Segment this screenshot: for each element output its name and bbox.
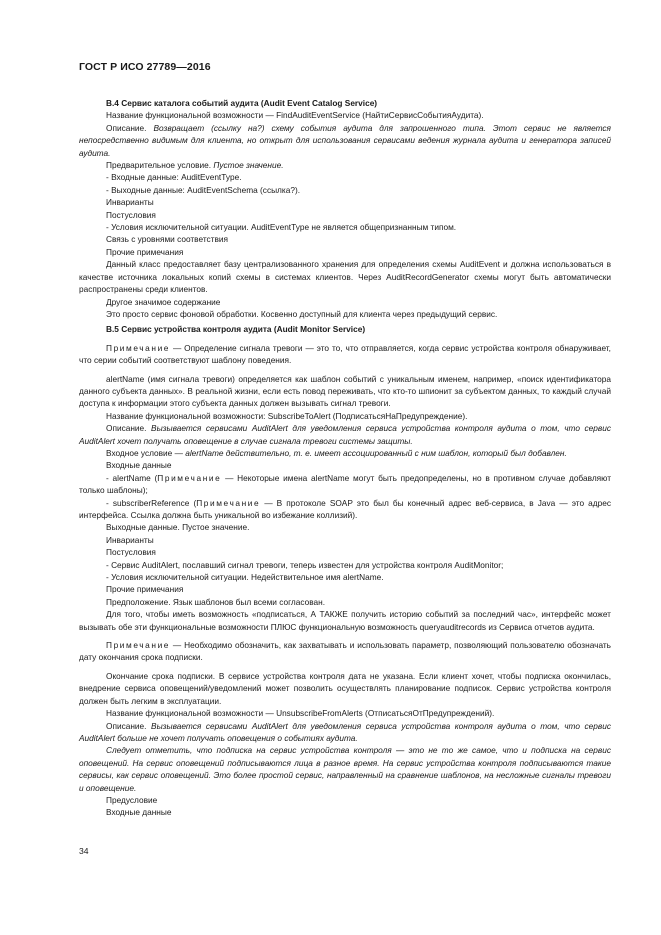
- b4-invariants: Инварианты: [106, 197, 154, 208]
- b5-description-unsubscribe: Описание. Вызывается сервисами AuditAlert для уведомления сервиса устройства контроля аудита о том, что сервис AuditAlert больше не хочет получать оповещения о событиях аудита.: [79, 720, 611, 743]
- b5-post-1: - Сервис AuditAlert, пославший сигнал тревоги, теперь известен для устройства контроля AuditMonitor;: [106, 559, 504, 570]
- b5-description-subscribe: Описание. Вызывается сервисами AuditAlert для уведомления сервиса устройства контроля аудита о том, что сервис AuditAlert хочет получать оповещение в случае сигнала тревоги системы защиты.: [79, 423, 611, 446]
- b5-subscription-expiry: Окончание срока подписки. В сервисе устройства контроля дата не указана. Если клиент хочет, чтобы подписка окончилась, внедрение сервиса оповещений/уведомлений может позволить осуществлять планирование подписок. Сервис устройства контроля должен быть легким в эксплуатации.: [79, 670, 611, 706]
- b4-input: - Входные данные: AuditEventType.: [106, 172, 242, 183]
- b5-precondition: Предусловие: [106, 794, 158, 805]
- b4-exception: - Условия исключительной ситуации. AuditEventType не является общепризнанным типом.: [106, 222, 457, 233]
- b5-post-2: - Условия исключительной ситуации. Недействительное имя alertName.: [106, 572, 384, 583]
- b5-other-notes: Прочие примечания: [106, 584, 184, 595]
- b5-query-paragraph: Для того, чтобы иметь возможность «подписаться, А ТАКЖЕ получить историю событий за последний час», интерфейс может вызывать обе эти функциональные возможности ПЛЮС функциональную возможность queryauditrecords из Сервиса отчетов аудита.: [79, 609, 611, 632]
- b4-other-content: Другое значимое содержание: [106, 296, 221, 307]
- b5-assumption: Предположение. Язык шаблонов был всеми согласован.: [106, 596, 326, 607]
- b5-function-name-subscribe: Название функциональной возможности: SubscribeToAlert (ПодписатьсяНаПредупреждение).: [106, 410, 468, 421]
- b5-function-name-unsubscribe: Название функциональной возможности — UnsubscribeFromAlerts (ОтписатьсяОтПредупреждений).: [106, 708, 495, 719]
- b5-alertname-definition: alertName (имя сигнала тревоги) определяется как шаблон событий с уникальным именем, например, «поиск идентификатора данного субъекта данных». В реальной жизни, если есть повод переживать, что кто-то шпионит за субъектом данных, то каждый случай доступа к информации этого субъекта данных должен вызывать сигнал тревоги.: [79, 373, 611, 409]
- section-b4-heading: B.4 Сервис каталога событий аудита (Audit Event Catalog Service): [106, 98, 378, 108]
- b5-input-alertname: - alertName (Примечание — Некоторые имена alertName могут быть предопределены, но в противном случае добавляют только шаблоны);: [79, 472, 611, 496]
- b5-invariants: Инварианты: [106, 534, 154, 545]
- page-content: [79, 97, 611, 819]
- b5-input-condition: Входное условие — alertName действительно, т. е. имеет ассоциированный с ним шаблон, который был добавлен.: [106, 447, 567, 458]
- b4-description: Описание. Возвращает (ссылку на?) схему события аудита для запрошенного типа. Этот сервис не является непосредственно видимым для клиента, но открыт для использования сервисами ведения журнала аудита и генератора записей аудита.: [79, 122, 611, 158]
- b5-note-1: Примечание — Определение сигнала тревоги — это то, что отправляется, когда сервис устройства контроля обнаруживает, что серии событий соответствуют шаблону поведения.: [79, 342, 611, 366]
- section-b5-heading: B.5 Сервис устройства контроля аудита (Audit Monitor Service): [106, 324, 366, 335]
- b4-postconditions: Постусловия: [106, 209, 156, 220]
- b5-subscription-remark: Следует отметить, что подписка на сервис устройства контроля — это не то же самое, что и подписка на сервис оповещений. На сервис оповещений подписываются лица в разное время. На сервис устройства контроля подписываются такие сервисы, как сервис оповещений. Это более простой сервис, направленный на сравнение шаблонов, на несложные сигналы тревоги и оповещение.: [79, 745, 611, 793]
- b5-input-data: Входные данные: [106, 460, 172, 471]
- b4-other-content-text: Это просто сервис фоновой обработки. Косвенно доступный для клиента через предыдущий сервис.: [106, 308, 498, 319]
- b5-note-2: Примечание — Необходимо обозначить, как захватывать и использовать параметр, позволяющий пользователю обозначать дату окончания срока подписки.: [79, 640, 611, 663]
- b5-postconditions: Постусловия: [106, 547, 156, 558]
- b4-output: - Выходные данные: AuditEventSchema (ссылка?).: [106, 184, 301, 195]
- b4-other-notes: Прочие примечания: [106, 246, 184, 257]
- page-number: 34: [79, 846, 89, 856]
- document-header: ГОСТ Р ИСО 27789—2016: [79, 61, 211, 73]
- b4-conformance-levels: Связь с уровнями соответствия: [106, 234, 229, 245]
- b4-function-name: Название функциональной возможности — FindAuditEventService (НайтиСервисСобытияАудита).: [106, 110, 484, 121]
- b4-precondition: Предварительное условие. Пустое значение.: [106, 160, 284, 171]
- b5-input-data-2: Входные данные: [106, 807, 172, 818]
- b5-output: Выходные данные. Пустое значение.: [106, 522, 250, 533]
- b4-notes-text: Данный класс предоставляет базу централизованного хранения для определения схемы AuditEvent и должна использоваться в качестве источника локальных копий схемы в системах клиентов. Через AuditRecordGenerator схемы могут быть автоматически распространены среди клиентов.: [79, 259, 611, 295]
- b5-input-subscriber-reference: - subscriberReference (Примечание — В протоколе SOAP это был бы конечный адрес веб-сервиса, в Java — это адрес интерфейса. Ссылка должна быть уникальной во избежание коллизий).: [79, 497, 611, 520]
